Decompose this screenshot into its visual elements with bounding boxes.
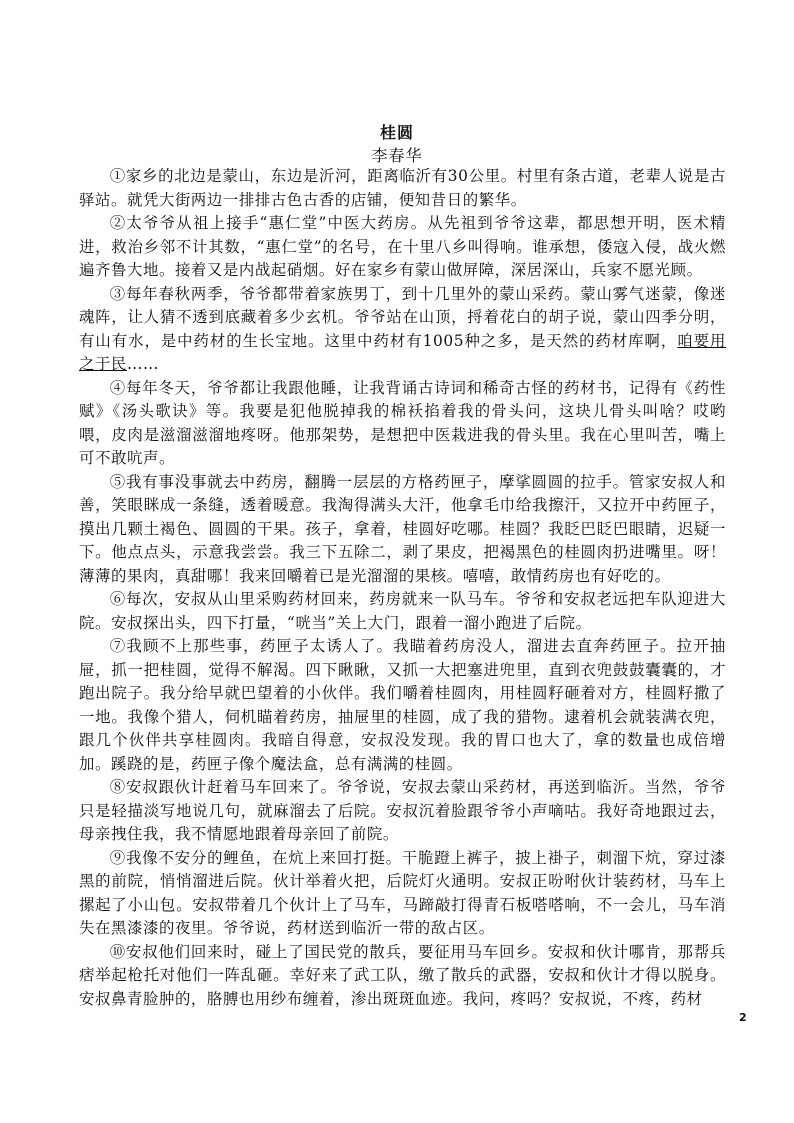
paragraph-4: ④每年冬天，爷爷都让我跟他睡，让我背诵古诗词和稀奇古怪的药材书，记得有《药性赋》《汤头歌诀》等。我要是犯他脱掉我的棉袄掐着我的骨头问，这块儿骨头叫啥？哎哟喂，皮肉是滋溜滋溜地疼呀。他那架势，是想把中医栽进我的骨头里。我在心里叫苦，嘴上可不敢吭声。 bbox=[79, 378, 726, 467]
article-title: 桂圆 bbox=[379, 123, 414, 142]
paragraph-2: ②太爷爷从祖上接手“惠仁堂”中医大药房。从先祖到爷爷这辈，都思想开明，医术精进，救治乡邻不计其数，“惠仁堂”的名号，在十里八乡叫得响。谁承想，倭寇入侵，战火燃遍齐鲁大地。接着又是内战起硝烟。好在家乡有蒙山做屏障，深居深山，兵家不愿光顾。 bbox=[79, 214, 726, 279]
paragraph-3 bbox=[79, 283, 726, 377]
paragraph-7: ⑦我顾不上那些事，药匣子太诱人了。我瞄着药房没人，溜进去直奔药匣子。拉开抽屉，抓一把桂圆，觉得不解渴。四下瞅瞅，又抓一大把塞进兜里，直到衣兜鼓鼓囊囊的，才跑出院子。我分给早就巴望着的小伙伴。我们嚼着桂圆肉，用桂圆籽砸着对方，桂圆籽撒了一地。我像个猎人，伺机瞄着药房，抽屉里的桂圆，成了我的猎物。逮着机会就装满衣兜，跟几个伙伴共享桂圆肉。我暗自得意，安叔没发现。我的胃口也大了，拿的数量也成倍增加。蹊跷的是，药匣子像个魔法盒，总有满满的桂圆。 bbox=[79, 637, 726, 773]
paragraph-1: ①家乡的北边是蒙山，东边是沂河，距离临沂有30公里。村里有条古道，老辈人说是古驿站。就凭大街两边一排排古色古香的店铺，便知昔日的繁华。 bbox=[79, 167, 726, 209]
paragraph-6: ⑥每次，安叔从山里采购药材回来，药房就来一队马车。爷爷和安叔老远把车队迎进大院。安叔探出头，四下打量，“咣当”关上大门，跟着一溜小跑进了后院。 bbox=[79, 590, 726, 632]
author-name: 李春华 bbox=[371, 146, 423, 165]
paragraph-10: ⑩安叔他们回来时，碰上了国民党的散兵，要征用马车回乡。安叔和伙计哪肯，那帮兵痞举起枪托对他们一阵乱砸。幸好来了武工队，缴了散兵的武器，安叔和伙计才得以脱身。安叔鼻青脸肿的，胳膊也用纱布缠着，渗出斑斑血迹。我问，疼吗？安叔说，不疼，药材 bbox=[79, 942, 726, 1008]
paragraph-8: ⑧安叔跟伙计赶着马车回来了。爷爷说，安叔去蒙山采药材，再送到临沂。当然，爷爷只是轻描淡写地说几句，就麻溜去了后院。安叔沉着脸跟爷爷小声嘀咕。我好奇地跟过去，母亲拽住我，我不情愿地跟着母亲回了前院。 bbox=[79, 778, 726, 843]
paragraph-5: ⑤我有事没事就去中药房，翻腾一层层的方格药匣子，摩挲圆圆的拉手。管家安叔人和善，笑眼眯成一条缝，透着暖意。我淘得满头大汗，他拿毛巾给我擦汗，又拉开中药匣子，摸出几颗土褐色、圆圆的干果。孩子，拿着，桂圆好吃哪。桂圆？我眨巴眨巴眼睛，迟疑一下。他点点头，示意我尝尝。我三下五除二，剥了果皮，把褐黑色的桂圆肉扔进嘴里。呀！薄薄的果肉，真甜哪！我来回嚼着已是光溜溜的果核。嘻嘻，敢情药房也有好吃的。 bbox=[79, 472, 726, 585]
underlined-phrase: 咱要用之于民 bbox=[79, 331, 726, 373]
paragraph-3-ellipsis: …… bbox=[126, 355, 159, 373]
page-number: 2 bbox=[739, 1011, 747, 1024]
paragraph-9: ⑨我像不安分的鲤鱼，在炕上来回打挺。干脆蹬上裤子，披上褂子，刺溜下炕，穿过漆黑的前院，悄悄溜进后院。伙计举着火把，后院灯火通明。安叔正吩咐伙计装药材，马车上摞起了小山包。安叔带着几个伙计上了马车，马蹄敲打得青石板嗒嗒响，不一会儿，马车消失在黑漆漆的夜里。爷爷说，药材送到临沂一带的敌占区。 bbox=[79, 848, 726, 937]
paragraph-3-text: ③每年春秋两季，爷爷都带着家族男丁，到十几里外的蒙山采药。蒙山雾气迷蒙，像迷魂阵，让人猜不透到底藏着多少玄机。爷爷站在山顶，捋着花白的胡子说，蒙山四季分明，有山有水，是中药材的生长宝地。这里中药材有1005种之多，是天然的药材库啊， bbox=[79, 284, 726, 350]
article-body bbox=[79, 165, 726, 1011]
